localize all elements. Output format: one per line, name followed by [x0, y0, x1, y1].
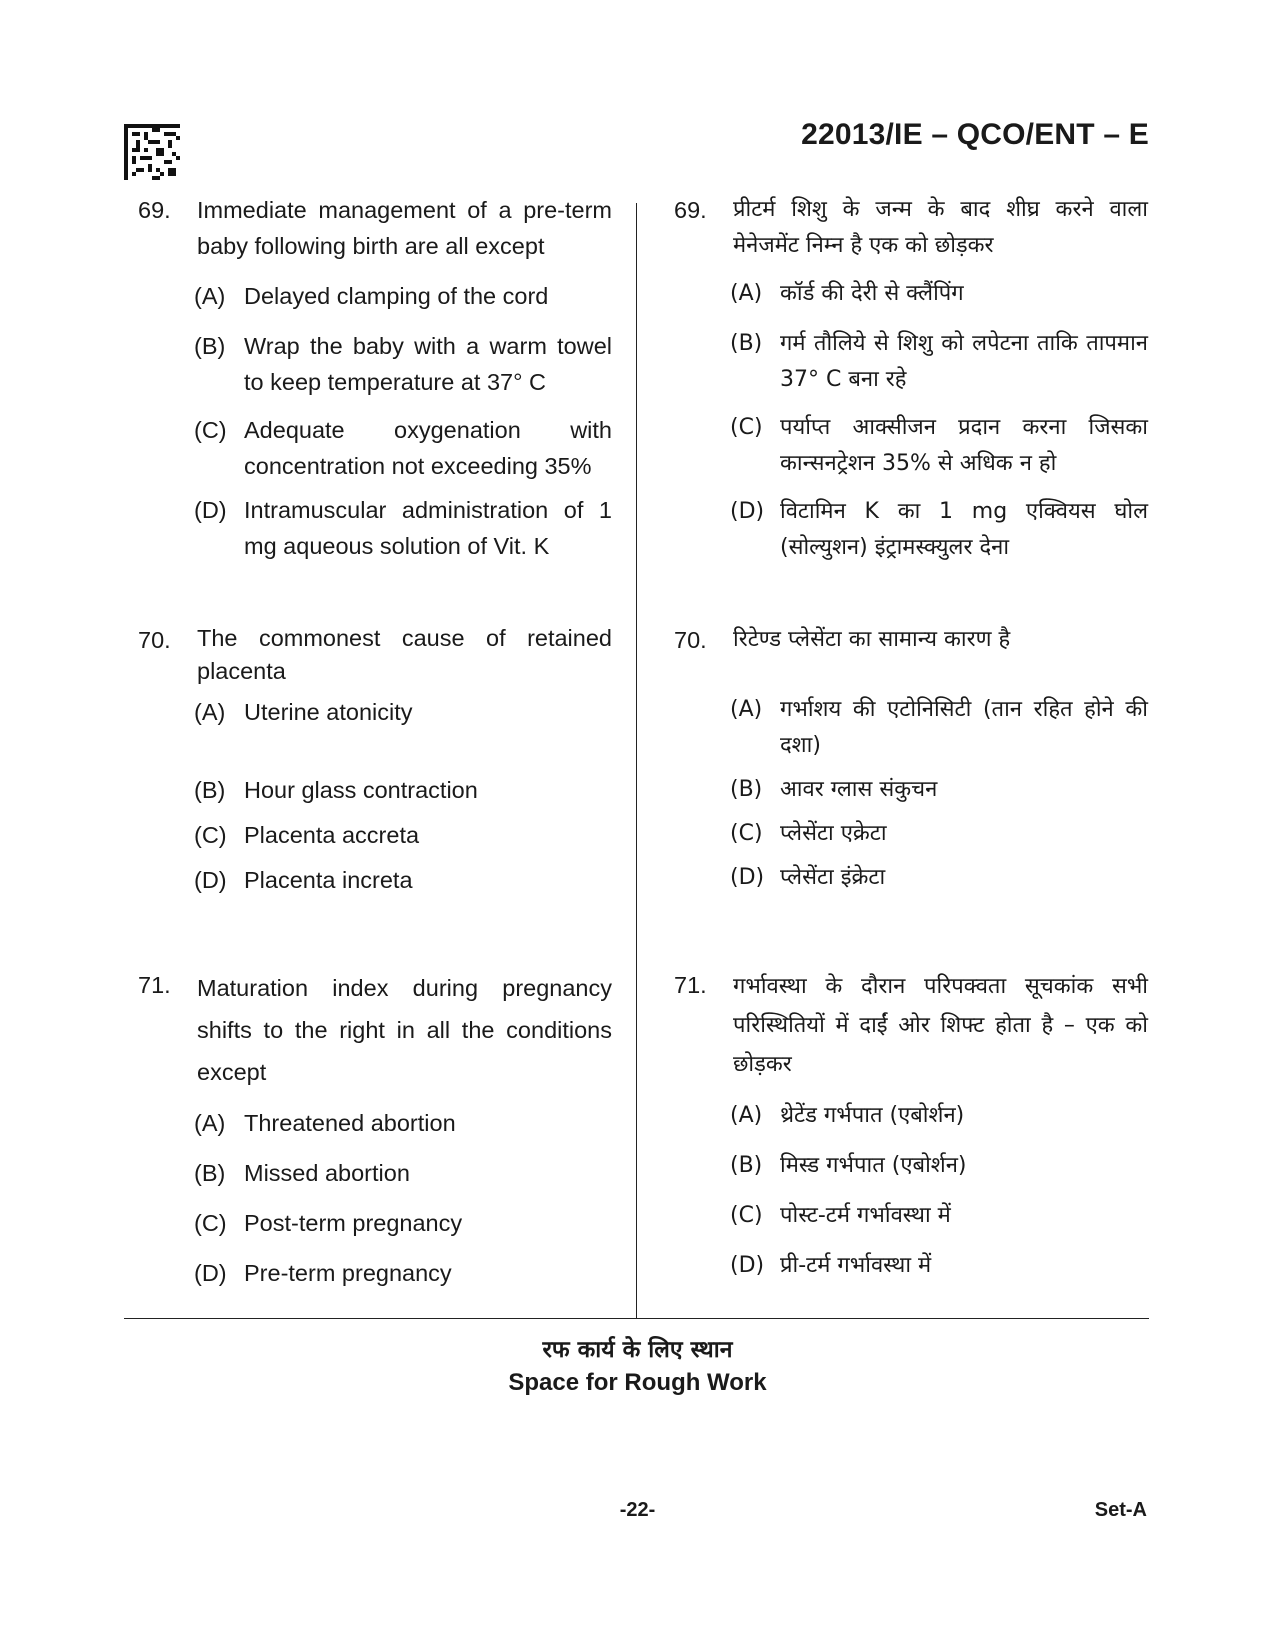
option-label: (B) [194, 333, 226, 359]
option-label: (D) [194, 497, 227, 523]
option-label: (A) [730, 1103, 763, 1128]
qr-code-icon [124, 124, 180, 180]
option-b [674, 772, 1148, 808]
paper-code: 22013/IE – QCO/ENT – E [801, 118, 1149, 151]
option-c [138, 817, 612, 853]
option-text: Wrap the baby with a warm towel to keep temperature at 37° C [244, 333, 612, 395]
option-text: थ्रेटेंड गर्भपात (एबोर्शन) [780, 1103, 965, 1128]
option-text: Placenta accreta [244, 822, 420, 848]
option-text: Delayed clamping of the cord [244, 283, 549, 309]
question-stem: Immediate management of a pre-term baby following birth are all except [197, 197, 612, 259]
question-number: 70. [674, 627, 707, 653]
option-label: (C) [194, 1210, 227, 1236]
question-stem: Maturation index during pregnancy shifts to the right in all the conditions except [197, 975, 612, 1085]
option-text: Post-term pregnancy [244, 1210, 463, 1236]
option-text: Uterine atonicity [244, 699, 413, 725]
option-label: (D) [194, 867, 227, 893]
option-text: गर्म तौलिये से शिशु को लपेटना ताकि तापमान 37° C बना रहे [780, 331, 1148, 392]
option-a [674, 692, 1148, 764]
option-label: (A) [730, 697, 763, 722]
rough-work-divider [124, 1318, 1149, 1319]
option-label: (A) [194, 283, 226, 309]
option-label: (C) [194, 417, 227, 443]
option-d [674, 860, 1148, 896]
option-label: (A) [194, 699, 226, 725]
column-divider [636, 203, 637, 1318]
option-text: मिस्ड गर्भपात (एबोर्शन) [780, 1153, 967, 1178]
question-69-hindi [674, 192, 1148, 566]
option-text: प्लेसेंटा इंक्रेटा [780, 865, 886, 890]
option-c [674, 1198, 1148, 1234]
option-b [138, 1155, 612, 1191]
option-label: (C) [730, 1203, 763, 1228]
option-d [674, 1248, 1148, 1284]
option-d [674, 494, 1148, 566]
option-b [138, 328, 612, 400]
option-label: (B) [730, 1153, 763, 1178]
option-text: Pre-term pregnancy [244, 1260, 452, 1286]
option-text: कॉर्ड की देरी से क्लैंपिंग [780, 281, 964, 306]
option-text: आवर ग्लास संकुचन [780, 777, 938, 802]
option-label: (A) [194, 1110, 226, 1136]
option-text: प्री-टर्म गर्भावस्था में [780, 1253, 932, 1278]
option-a [138, 1105, 612, 1141]
option-c [674, 410, 1148, 482]
option-label: (C) [730, 415, 763, 440]
option-label: (C) [194, 822, 227, 848]
set-label: Set-A [1094, 1499, 1147, 1521]
option-label: (B) [194, 1160, 226, 1186]
question-70-english [138, 622, 612, 898]
option-label: (B) [730, 331, 763, 356]
option-text: Adequate oxygenation with concentration not exceeding 35% [244, 417, 612, 479]
option-text: Hour glass contraction [244, 777, 478, 803]
question-stem: रिटेण्ड प्लेसेंटा का सामान्य कारण है [733, 627, 1011, 652]
option-label: (B) [730, 777, 763, 802]
question-stem: गर्भावस्था के दौरान परिपक्वता सूचकांक सभी परिस्थितियों में दाईं ओर शिफ्ट होता है – एक को छोड़कर [733, 974, 1148, 1077]
option-label: (A) [730, 281, 763, 306]
option-c [674, 816, 1148, 852]
option-text: Threatened abortion [244, 1110, 456, 1136]
option-b [674, 326, 1148, 398]
option-label: (D) [730, 499, 765, 524]
question-69-english [138, 192, 612, 564]
option-c [138, 1205, 612, 1241]
option-a [674, 276, 1148, 312]
option-text: Missed abortion [244, 1160, 410, 1186]
question-number: 71. [674, 972, 707, 998]
option-label: (D) [194, 1260, 227, 1286]
option-b [138, 772, 612, 808]
option-text: Placenta increta [244, 867, 413, 893]
option-text: विटामिन K का 1 mg एक्वियस घोल (सोल्युशन) इंट्रामस्क्युलर देना [780, 499, 1148, 560]
option-c [138, 412, 612, 484]
option-label: (D) [730, 1253, 765, 1278]
option-text: प्लेसेंटा एक्रेटा [780, 821, 887, 846]
option-a [674, 1098, 1148, 1134]
option-d [138, 492, 612, 564]
question-stem: The commonest cause of retained placenta [197, 625, 612, 684]
option-text: पोस्ट-टर्म गर्भावस्था में [780, 1203, 951, 1228]
question-number: 69. [674, 197, 707, 223]
option-text: गर्भाशय की एटोनिसिटी (तान रहित होने की दशा) [780, 697, 1148, 758]
question-70-hindi [674, 622, 1148, 896]
page-number: -22- [619, 1499, 656, 1521]
rough-work-heading-english: Space for Rough Work [508, 1369, 767, 1396]
option-a [138, 278, 612, 314]
option-d [138, 862, 612, 898]
option-b [674, 1148, 1148, 1184]
question-number: 70. [138, 627, 171, 653]
question-71-hindi [674, 967, 1148, 1284]
option-d [138, 1255, 612, 1291]
rough-work-heading-hindi: रफ कार्य के लिए स्थान [542, 1337, 733, 1363]
question-number: 71. [138, 972, 171, 998]
option-text: Intramuscular administration of 1 mg aqueous solution of Vit. K [244, 497, 612, 559]
option-text: पर्याप्त आक्सीजन प्रदान करना जिसका कान्सनट्रेशन 35% से अधिक न हो [780, 415, 1148, 476]
question-number: 69. [138, 197, 171, 223]
question-71-english [138, 967, 612, 1291]
option-label: (D) [730, 865, 765, 890]
question-stem: प्रीटर्म शिशु के जन्म के बाद शीघ्र करने वाला मेनेजमेंट निम्न है एक को छोड़कर [733, 197, 1148, 258]
option-label: (B) [194, 777, 226, 803]
option-a [138, 694, 612, 730]
option-label: (C) [730, 821, 763, 846]
